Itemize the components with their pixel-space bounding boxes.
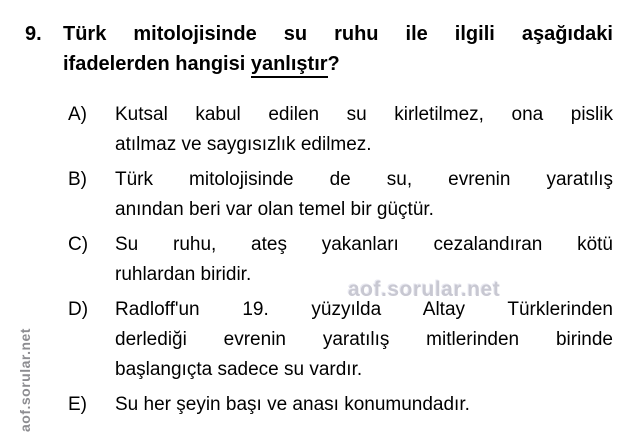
text-line: başlangıçta sadece su vardır. [115,359,363,380]
text-line: atılmaz ve saygısızlık edilmez. [115,134,372,155]
option-c-text [115,230,613,290]
question-text [63,19,613,79]
option-row-c [0,230,638,290]
option-row-d [0,295,638,385]
text-line: Radloff'un 19. yüzyılda Altay Türklerinden [115,299,613,320]
text-line: Türk mitolojisinde de su, evrenin yaratılış [115,169,613,190]
option-row-b [0,165,638,225]
underlined-keyword: yanlıştır [251,53,328,78]
question-line-2 [63,49,613,79]
option-a-letter: A) [68,104,87,125]
text-line: anından beri var olan temel bir güçtür. [115,199,434,220]
option-row-a [0,100,638,160]
question-line-2-pre: ifadelerden hangisi [63,53,251,75]
option-b-letter: B) [68,169,87,190]
option-d-text [115,295,613,385]
text-line: derlediği evrenin yaratılış mitlerinden birinde [115,329,613,350]
question-number: 9. [25,23,42,45]
option-d-letter: D) [68,299,89,320]
question-line-1: Türk mitolojisinde su ruhu ile ilgili aşağıdaki [63,23,613,45]
question-block [0,19,638,79]
text-line: ruhlardan biridir. [115,264,252,285]
option-a-text [115,100,613,160]
watermark-center: aof.sorular.net [348,278,501,301]
question-line-2-post: ? [327,53,340,75]
text-line: Su ruhu, ateş yakanları cezalandıran kötü [115,234,613,255]
text-line: Kutsal kabul edilen su kirletilmez, ona pislik [115,104,613,125]
option-row-e [0,390,638,420]
watermark-left-vertical: aof.sorular.net [17,328,33,432]
option-b-text [115,165,613,225]
option-e-text [115,390,613,420]
option-c-letter: C) [68,234,89,255]
question-content [0,19,638,425]
option-e-letter: E) [68,394,87,415]
text-line: Su her şeyin başı ve anası konumundadır. [115,394,470,415]
